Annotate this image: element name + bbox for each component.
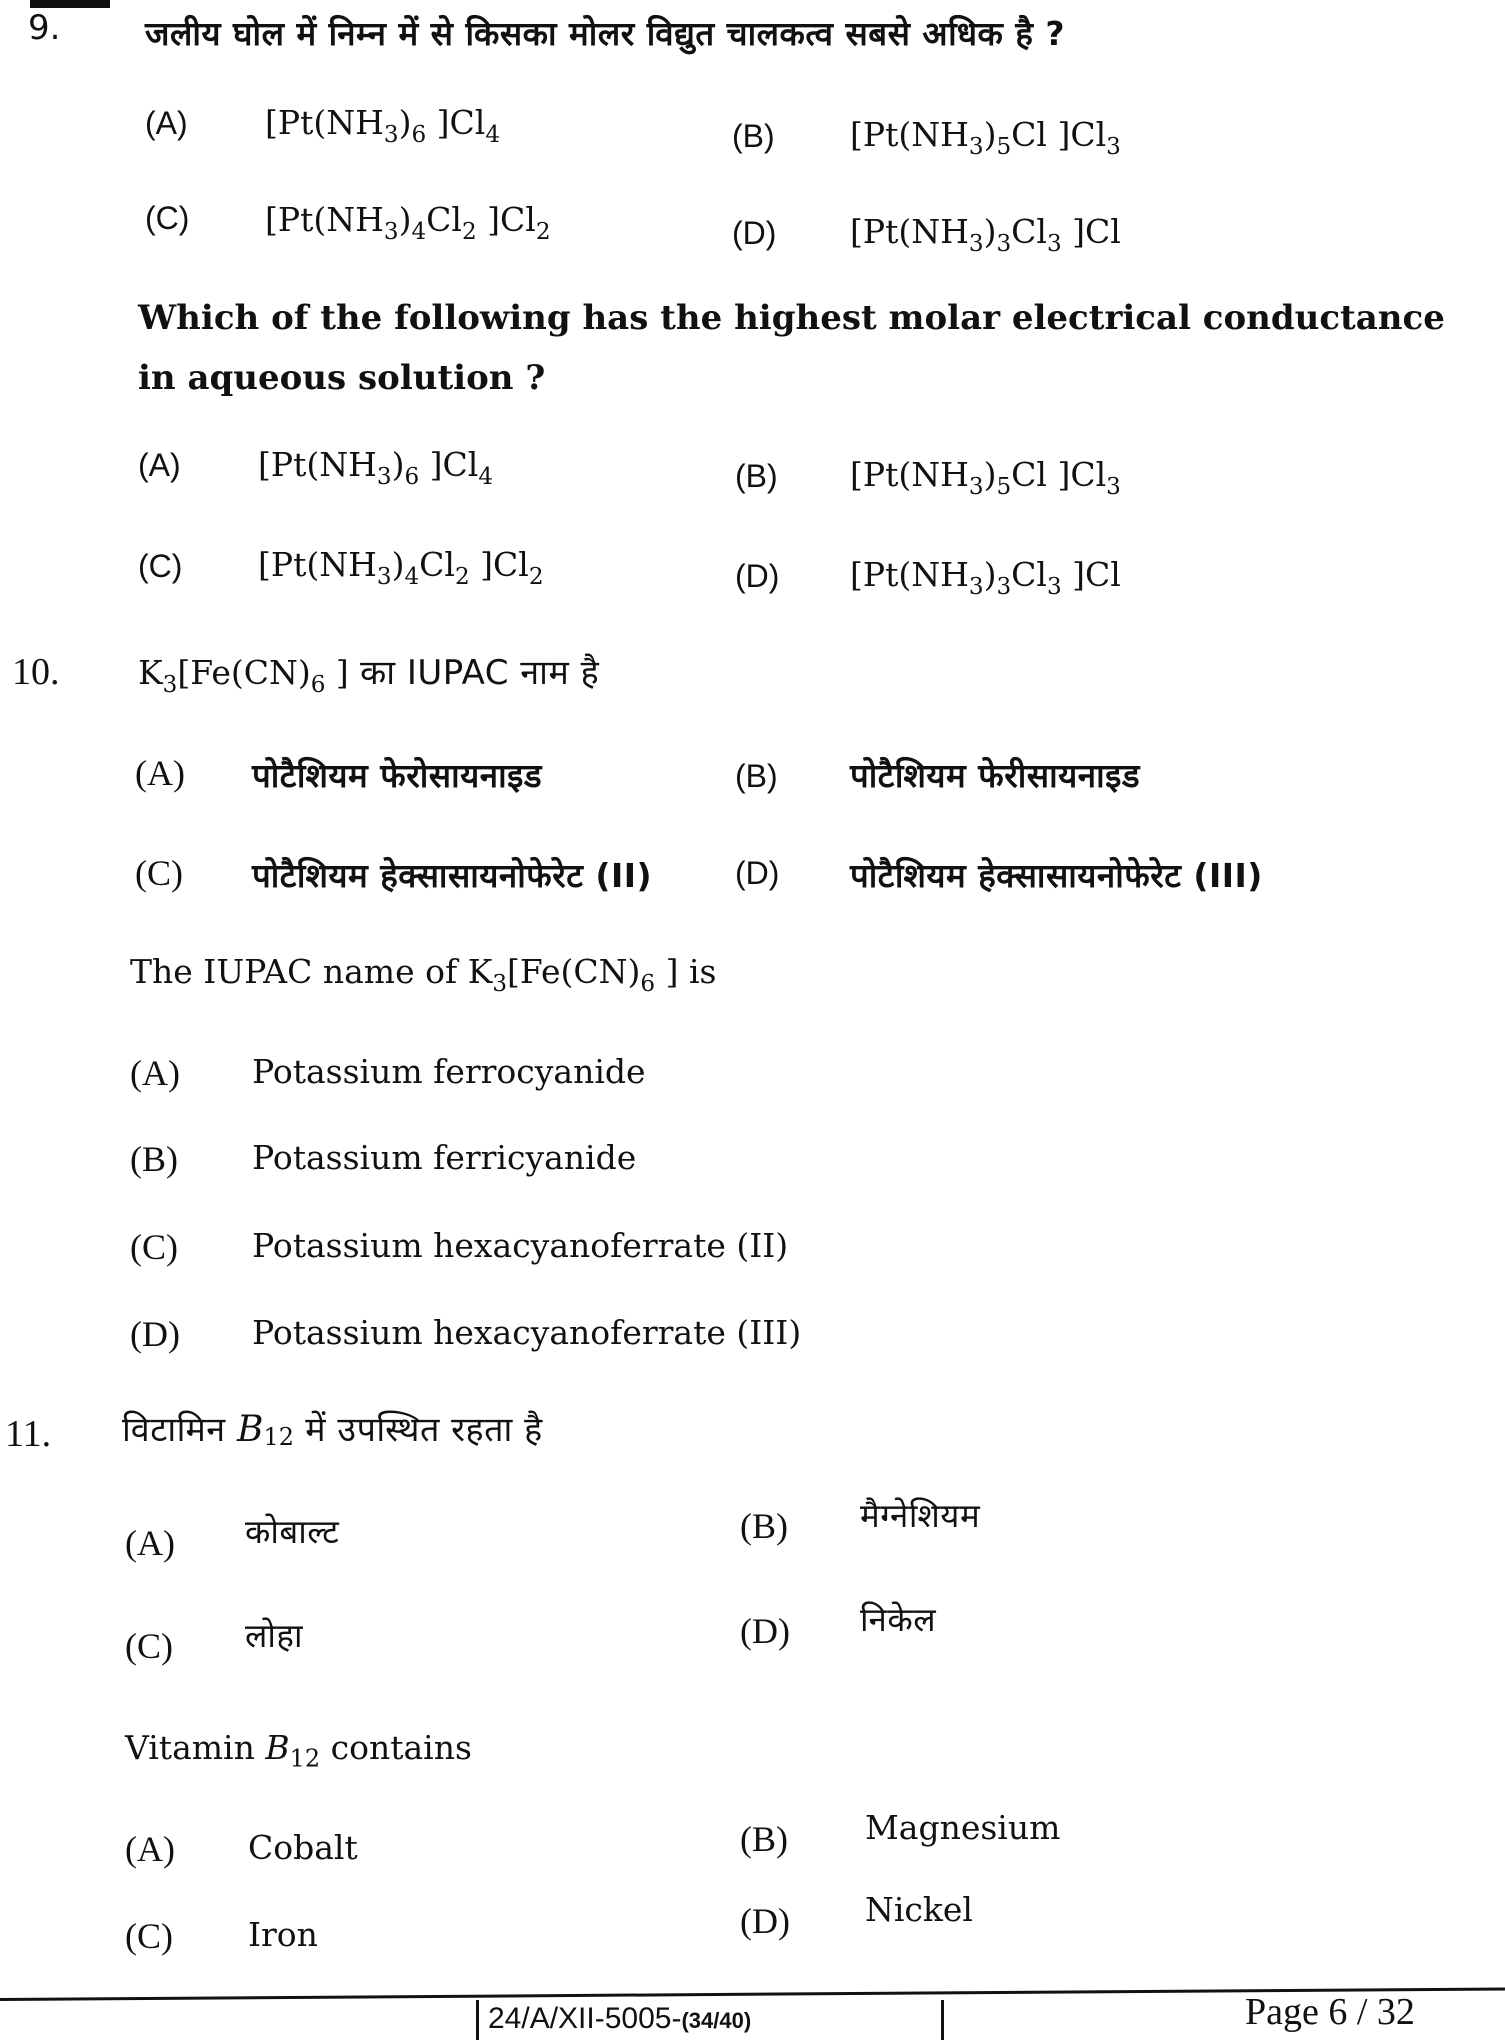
question-text-english: Vitamin $B_{12}$ contains	[125, 1728, 472, 1773]
option-text[interactable]: Potassium ferricyanide	[252, 1138, 637, 1177]
option-label: (C)	[125, 1916, 173, 1956]
option-label: (B)	[735, 458, 778, 494]
option-label: (A)	[138, 447, 181, 483]
question-text-english-line2: in aqueous solution ?	[138, 358, 546, 398]
option-text[interactable]: पोटैशियम हेक्सासायनोफेरेट (III)	[850, 856, 1263, 895]
option-text[interactable]: Iron	[248, 1915, 318, 1954]
option-label: (C)	[130, 1227, 178, 1267]
option-label: (D)	[130, 1314, 180, 1354]
option-text[interactable]: Magnesium	[865, 1808, 1061, 1847]
option-formula[interactable]: [$Pt(NH_3)_3Cl_3$ ]Cl	[850, 212, 1121, 258]
option-formula[interactable]: [$Pt(NH_3)_6$ ]$Cl_4$	[265, 103, 501, 149]
question-number: 10.	[12, 651, 60, 693]
option-label: (C)	[125, 1626, 173, 1666]
option-text[interactable]: Potassium hexacyanoferrate (II)	[252, 1226, 789, 1265]
question-text-english-line1: Which of the following has the highest molar electrical conductance	[138, 298, 1445, 338]
option-label: (C)	[135, 853, 183, 893]
option-label: (B)	[735, 758, 778, 794]
option-label: (D)	[735, 855, 780, 891]
option-label: (A)	[125, 1523, 175, 1563]
option-label: (B)	[740, 1819, 788, 1859]
option-text[interactable]: कोबाल्ट	[245, 1512, 340, 1551]
option-formula[interactable]: [$Pt(NH_3)_6$ ]$Cl_4$	[258, 445, 494, 491]
option-label: (D)	[732, 215, 777, 251]
option-formula[interactable]: [$Pt(NH_3)_5Cl$ ]$Cl_3$	[850, 115, 1121, 161]
option-label: (D)	[740, 1901, 790, 1941]
page-number: Page 6 / 32	[1245, 1991, 1415, 2033]
option-formula[interactable]: [$Pt(NH_3)_3Cl_3$ ]Cl	[850, 555, 1121, 601]
option-label: (B)	[130, 1139, 178, 1179]
option-label: (C)	[138, 548, 183, 584]
option-formula[interactable]: [$Pt(NH_3)_4Cl_2$ ]$Cl_2$	[265, 200, 551, 246]
option-formula[interactable]: [$Pt(NH_3)_4Cl_2$ ]$Cl_2$	[258, 545, 544, 591]
compound-formula: $K_3[Fe(CN)_6$ ]	[467, 952, 679, 998]
option-label: (B)	[732, 118, 775, 154]
option-label: (D)	[740, 1611, 790, 1651]
option-label: (B)	[740, 1506, 788, 1546]
option-text[interactable]: लोहा	[245, 1616, 303, 1655]
option-text[interactable]: निकेल	[860, 1600, 937, 1639]
option-label: (A)	[135, 753, 185, 793]
question-text-hindi: जलीय घोल में निम्न में से किसका मोलर विद्युत चालकत्व सबसे अधिक है ?	[145, 14, 1065, 53]
option-text[interactable]: पोटैशियम हेक्सासायनोफेरेट (II)	[252, 856, 653, 895]
question-text-hindi: $K_3[Fe(CN)_6$ ] का IUPAC नाम है	[138, 653, 600, 699]
option-label: (A)	[130, 1053, 180, 1093]
option-text[interactable]: Nickel	[865, 1890, 973, 1929]
option-text[interactable]: Potassium ferrocyanide	[252, 1052, 646, 1091]
option-label: (C)	[145, 200, 190, 236]
compound-formula: $K_3[Fe(CN)_6$ ]	[138, 653, 349, 699]
option-text[interactable]: मैग्नेशियम	[860, 1496, 981, 1535]
question-number: 11.	[5, 1413, 52, 1455]
option-label: (A)	[145, 105, 188, 141]
question-text-english: The IUPAC name of $K_3[Fe(CN)_6$ ] is	[130, 952, 717, 998]
top-edge-mark	[30, 0, 110, 8]
option-formula[interactable]: [$Pt(NH_3)_5Cl$ ]$Cl_3$	[850, 455, 1121, 501]
paper-code: 24/A/XII-5005-(34/40)	[488, 2002, 752, 2035]
question-text-hindi: विटामिन $B_{12}$ में उपस्थित रहता है	[122, 1409, 543, 1452]
option-label: (D)	[735, 558, 780, 594]
question-number: 9.	[28, 8, 61, 48]
option-text[interactable]: पोटैशियम फेरीसायनाइड	[850, 756, 1140, 795]
option-text[interactable]: Cobalt	[248, 1828, 358, 1867]
option-text[interactable]: पोटैशियम फेरोसायनाइड	[252, 756, 542, 795]
option-label: (A)	[125, 1829, 175, 1869]
option-text[interactable]: Potassium hexacyanoferrate (III)	[252, 1313, 802, 1352]
